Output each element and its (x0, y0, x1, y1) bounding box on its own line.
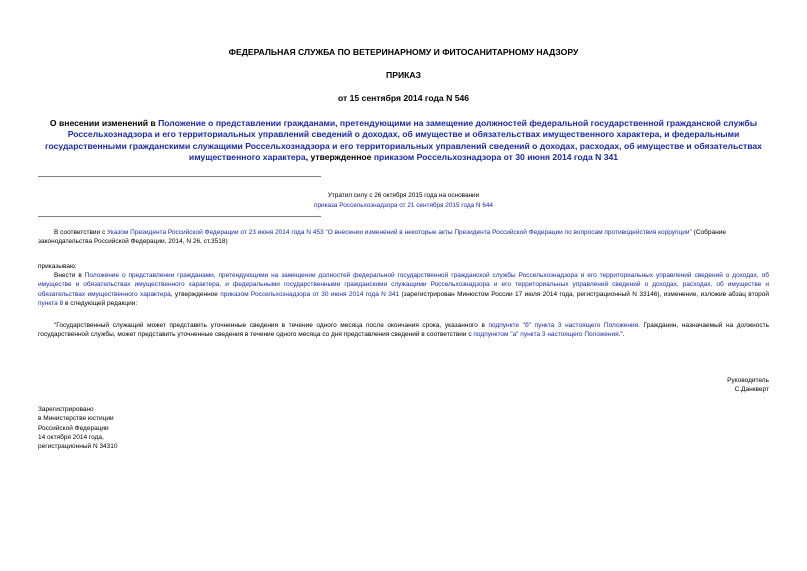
divider-bottom (38, 216, 321, 217)
p3-link-regulation[interactable]: Положение о представлении гражданами, претендующими на замещение долностей федеральной государственной гражданской службы Россельхознадзора и его территориальных управлений сведений о доходах, об имуществе и обязательствах имущественного характера, и федеральными государственными гражданскими служащими Россельхознадзора и его территориальных управлений сведений о доходах, расходах, об имуществе и обязательствах имущественного характера (38, 272, 769, 298)
document-type-heading: ПРИКАЗ (386, 70, 421, 80)
registration-line-2: в Министерстве юстиции (38, 415, 114, 423)
p1-link-decree-453[interactable]: Указом Президента Российской Федерации от 23 июня 2014 года N 453 "О внесении изменений в некоторые акты Президента Российской Федерации по вопросам противодействия коррупции" (107, 229, 692, 236)
registration-line-5: регистрационный N 34310 (38, 443, 118, 451)
p4-text-b: . Гражданин, назначаемый на должность государственной службы, может представить уточненные сведения в течение одного месяца со дня представления сведений в соответствии с (38, 322, 769, 339)
paragraph-basis (38, 228, 769, 247)
status-note (240, 191, 567, 211)
status-note-link[interactable]: приказа Россельхознадзора от 21 сентября 2015 года N 644 (314, 202, 493, 209)
registration-block (38, 405, 118, 451)
signatory-position: Руководитель (727, 377, 769, 384)
registration-line-3: Российской Федерации (38, 424, 109, 432)
title-link-regulation[interactable]: Положение о представлении гражданами, претендующими на замещение должностей федеральной государственной гражданской службы Россельхознадзора и его территориальных управлений сведений о доходах, об имуществе и обязательствах имущественного характера, и федеральными государственными гражданскими служащими Россельхознадзора и его территориальных управлений сведений о доходах, расходах, об имуществе и обязательствах имущественного характера (45, 118, 762, 163)
document-title (38, 118, 769, 164)
status-note-text: Утратил силу с 26 октября 2015 года на основании (327, 192, 480, 199)
registration-line-1: Зарегистрировано (38, 406, 94, 413)
paragraph-new-wording (38, 321, 769, 340)
p4-text-c: .". (618, 331, 625, 339)
p3-text-a: Внести в (54, 272, 85, 279)
title-prefix: О внесении изменений в (49, 118, 159, 128)
divider-top (38, 176, 321, 177)
title-middle: , утвержденное (305, 152, 374, 163)
signature-block (727, 376, 769, 395)
p4-text-a: "Государственный служащий может представить уточненные сведения в течение одного месяца после окончания срока, указанного в (54, 322, 489, 329)
p3-link-order-341[interactable]: приказом Россельхознадзора от 30 июня 2014 года N 341 (220, 290, 400, 298)
p3-text-c: (зарегистрирован Минюстом России 17 июля 2014 года, регистрационный N 33146), изменение, изложив абзац второй (399, 290, 769, 298)
p3-link-clause-8[interactable]: пункта 8 (38, 299, 64, 307)
registration-line-4: 14 октября 2014 года, (38, 433, 104, 441)
p4-link-subclause-a[interactable]: подпунктом "а" пункта 3 настоящего Положения (473, 331, 619, 339)
document-date-number: от 15 сентября 2014 года N 546 (337, 93, 470, 103)
title-link-order-341[interactable]: приказом Россельхознадзора от 30 июня 2014 года N 341 (373, 152, 619, 163)
p4-link-subclause-b[interactable]: подпункте "б" пункта 3 настоящего Положения (488, 322, 639, 329)
p3-text-d: в следующей редакции: (63, 299, 138, 307)
paragraph-amendment (38, 271, 769, 308)
p1-text-b: (Собрание законодательства Российской Федерации, 2014, N 26, ст.3518) (38, 229, 726, 246)
signatory-name: С.Данкверт (734, 386, 769, 394)
p1-text-a: В соответствии с (54, 229, 108, 236)
paragraph-order-word: приказываю: (38, 263, 77, 270)
agency-heading: ФЕДЕРАЛЬНАЯ СЛУЖБА ПО ВЕТЕРИНАРНОМУ И ФИТОСАНИТАРНОМУ НАДЗОРУ (228, 47, 579, 57)
p3-text-b: , утвержденное (170, 290, 221, 298)
